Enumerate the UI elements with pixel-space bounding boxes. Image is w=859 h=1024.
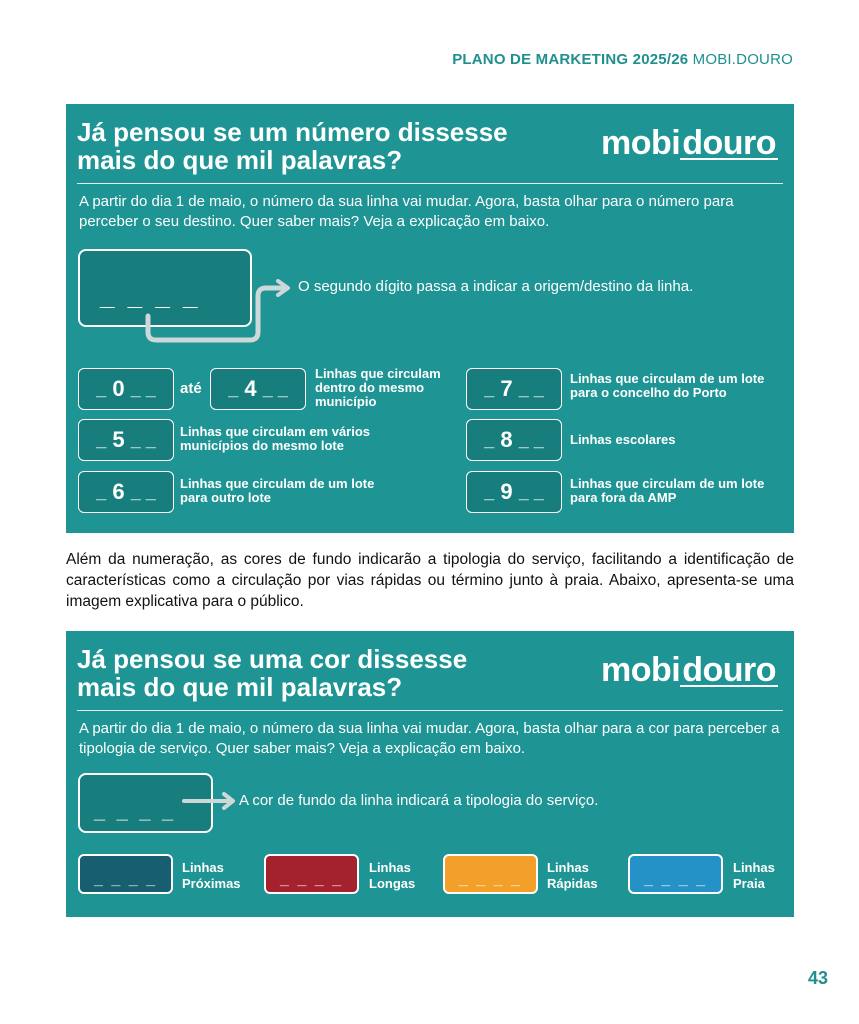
type-label-line2: Longas (369, 876, 416, 891)
code-digit: 8 (500, 427, 513, 452)
arrow-right-icon (66, 631, 266, 831)
type-blanks: _ _ _ _ (94, 871, 157, 888)
code-digit: 6 (112, 479, 125, 504)
code-prefix: _ (228, 378, 239, 399)
type-box-proximas (78, 854, 173, 894)
code-desc-7: Linhas que circulam de um lote para o concelho do Porto (570, 371, 765, 400)
panel-title-line2: mais do que mil palavras? (77, 672, 403, 702)
code-suffix: _ _ (518, 429, 544, 450)
code-box-9 (466, 471, 562, 513)
code-prefix: _ (96, 429, 107, 450)
code-desc-8: Linhas escolares (570, 432, 676, 447)
color-caption: A cor de fundo da linha indicará a tipologia do serviço. (239, 792, 599, 809)
type-box-longas (264, 854, 359, 894)
code-desc-9: Linhas que circulam de um lote para fora da AMP (570, 476, 765, 505)
logo-text-mobi: mobi (600, 124, 681, 162)
code-prefix: _ (484, 378, 495, 399)
code-box-8 (466, 419, 562, 461)
type-label-line1: Linhas (182, 860, 224, 875)
code-digit: 4 (244, 376, 257, 401)
code-box-4 (210, 368, 306, 410)
code-suffix: _ _ (130, 429, 156, 450)
color-info-panel (66, 631, 794, 917)
code-desc-5: Linhas que circulam em vários municípios do mesmo lote (180, 424, 371, 453)
type-label-line1: Linhas (369, 860, 411, 875)
type-label-line2: Próximas (182, 876, 241, 891)
code-box-5 (78, 419, 174, 461)
code-desc-6: Linhas que circulam de um lote para outro lote (180, 476, 375, 505)
mobidouro-logo (601, 651, 778, 690)
code-box-7 (466, 368, 562, 410)
type-label-praia (733, 860, 775, 892)
page-header (452, 51, 793, 68)
connector-arrow-icon (66, 104, 366, 364)
logo-text-douro: douro (682, 124, 776, 162)
panel-title-line1: Já pensou se uma cor dissesse (77, 644, 468, 674)
code-suffix: _ _ (130, 481, 156, 502)
type-box-praia (628, 854, 723, 894)
code-box-0 (78, 368, 174, 410)
type-label-longas (369, 860, 415, 892)
type-label-line1: Linhas (733, 860, 775, 875)
line-number-blanks: _ _ _ _ (100, 281, 201, 311)
panel-intro: A partir do dia 1 de maio, o número da sua linha vai mudar. Agora, basta olhar para a cor para perceber a tipologia de serviço. Quer saber mais? Veja a explicação em baixo. (79, 720, 780, 757)
code-prefix: _ (484, 481, 495, 502)
logo-text-douro: douro (682, 651, 776, 689)
mobidouro-logo (601, 124, 778, 163)
range-connector: até (180, 380, 202, 397)
header-title: PLANO DE MARKETING 2025/26 (452, 51, 689, 68)
color-sample-blanks: _ _ _ _ (94, 801, 177, 823)
type-label-line2: Praia (733, 876, 765, 891)
number-info-panel (66, 104, 794, 533)
code-suffix: _ _ (262, 378, 288, 399)
code-suffix: _ _ (518, 481, 544, 502)
type-blanks: _ _ _ _ (459, 871, 522, 888)
panel-title-line2: mais do que mil palavras? (77, 145, 403, 175)
type-blanks: _ _ _ _ (280, 871, 343, 888)
code-suffix: _ _ (518, 378, 544, 399)
page-number: 43 (807, 968, 828, 988)
type-box-rapidas (443, 854, 538, 894)
code-digit: 9 (500, 479, 513, 504)
panel-title-line1: Já pensou se um número dissesse (77, 117, 508, 147)
code-suffix: _ _ (130, 378, 156, 399)
type-label-rapidas (547, 860, 598, 892)
code-digit: 7 (500, 376, 513, 401)
type-label-line1: Linhas (547, 860, 589, 875)
code-digit: 5 (112, 427, 125, 452)
header-brand: MOBI.DOURO (692, 51, 793, 68)
type-blanks: _ _ _ _ (644, 871, 707, 888)
panel-intro: A partir do dia 1 de maio, o número da sua linha vai mudar. Agora, basta olhar para o número para perceber o seu destino. Quer saber mais? Veja a explicação em baixo. (79, 193, 734, 230)
number-caption: O segundo dígito passa a indicar a origem/destino da linha. (298, 278, 694, 295)
type-label-line2: Rápidas (547, 876, 598, 891)
logo-text-mobi: mobi (600, 651, 681, 689)
code-prefix: _ (96, 378, 107, 399)
code-prefix: _ (484, 429, 495, 450)
code-digit: 0 (112, 376, 125, 401)
body-paragraph: Além da numeração, as cores de fundo indicarão a tipologia do serviço, facilitando a identificação de características como a circulação por vias rápidas ou término junto à praia. Abaixo, apresenta-se uma imagem explicativa para o público. (66, 551, 794, 610)
code-prefix: _ (96, 481, 107, 502)
type-label-proximas (182, 860, 241, 892)
code-desc-4: Linhas que circulam dentro do mesmo município (315, 366, 441, 409)
code-box-6 (78, 471, 174, 513)
